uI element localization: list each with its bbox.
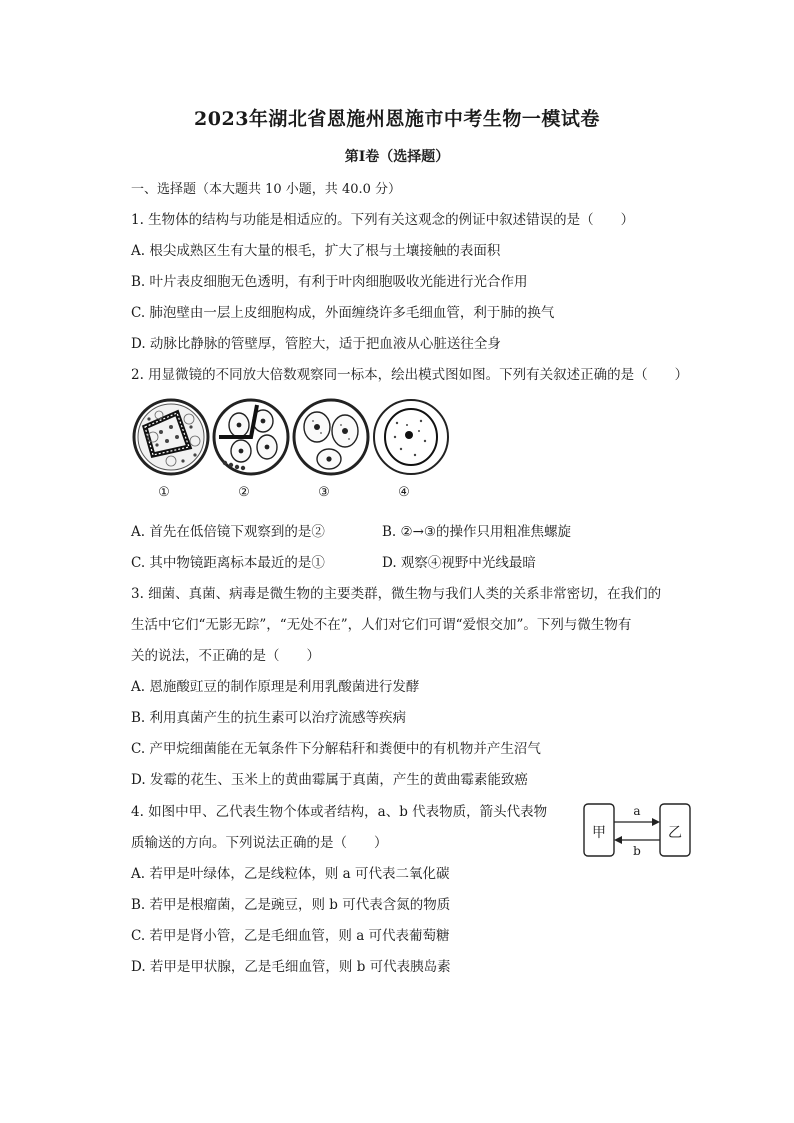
- q4-option-b: B. 若甲是根瘤菌，乙是豌豆，则 b 可代表含氮的物质: [131, 897, 451, 913]
- q4-option-c: C. 若甲是肾小管，乙是毛细血管，则 a 可代表葡萄糖: [131, 928, 450, 944]
- q3-stem-line3: 关的说法，不正确的是（ ）: [131, 648, 320, 664]
- exam-title: 2023年湖北省恩施州恩施市中考生物一模试卷: [194, 108, 600, 130]
- microscope-view-4-image: [371, 397, 451, 477]
- section-heading: 一、选择题（本大题共 10 小题，共 40.0 分）: [131, 182, 402, 197]
- arrow-a-label: a: [633, 804, 641, 818]
- q2-option-d: D. 观察④视野中光线最暗: [382, 555, 536, 571]
- q2-option-c: C. 其中物镜距离标本最近的是①: [131, 555, 325, 571]
- figure-label-3: ③: [318, 485, 330, 500]
- q3-option-a: A. 恩施酸豇豆的制作原理是利用乳酸菌进行发酵: [131, 679, 420, 695]
- q1-option-d: D. 动脉比静脉的管壁厚，管腔大，适于把血液从心脏送往全身: [131, 336, 501, 352]
- microscope-figure: [131, 397, 451, 509]
- arrow-b-label: b: [633, 844, 641, 858]
- q3-stem-line1: 3. 细菌、真菌、病毒是微生物的主要类群，微生物与我们人类的关系非常密切，在我们的: [131, 586, 662, 602]
- q3-option-b: B. 利用真菌产生的抗生素可以治疗流感等疾病: [131, 710, 407, 726]
- q2-stem: 2. 用显微镜的不同放大倍数观察同一标本，绘出模式图如图。下列有关叙述正确的是（ ）: [131, 367, 689, 383]
- q4-option-a: A. 若甲是叶绿体，乙是线粒体，则 a 可代表二氧化碳: [131, 866, 450, 882]
- q4-option-d: D. 若甲是甲状腺，乙是毛细血管，则 b 可代表胰岛素: [131, 959, 451, 975]
- q1-option-a: A. 根尖成熟区生有大量的根毛，扩大了根与土壤接触的表面积: [131, 243, 501, 259]
- q3-option-c: C. 产甲烷细菌能在无氧条件下分解秸秆和粪便中的有机物并产生沼气: [131, 741, 541, 757]
- q2-option-b: B. ②→③的操作只用粗准焦螺旋: [382, 524, 572, 540]
- box-jia-label: 甲: [592, 825, 606, 841]
- microscope-view-2-image: [211, 397, 291, 477]
- q4-stem-line1: 4. 如图中甲、乙代表生物个体或者结构，a、b 代表物质，箭头代表物: [131, 804, 548, 820]
- q4-stem-line2: 质输送的方向。下列说法正确的是（ ）: [131, 835, 388, 851]
- substance-transport-diagram: [582, 800, 694, 862]
- q3-stem-line2: 生活中它们“无影无踪”，“无处不在”，人们对它们可谓“爱恨交加”。下列与微生物有: [131, 617, 632, 633]
- microscope-view-3-image: [291, 397, 371, 477]
- q1-stem: 1. 生物体的结构与功能是相适应的。下列有关这观念的例证中叙述错误的是（ ）: [131, 212, 635, 228]
- box-yi-label: 乙: [668, 825, 682, 841]
- part-title: 第Ⅰ卷（选择题）: [344, 149, 450, 165]
- microscope-view-1-image: [131, 397, 211, 477]
- q1-option-b: B. 叶片表皮细胞无色透明，有利于叶肉细胞吸收光能进行光合作用: [131, 274, 528, 290]
- figure-label-4: ④: [398, 485, 410, 500]
- q1-option-c: C. 肺泡壁由一层上皮细胞构成，外面缠绕许多毛细血管，利于肺的换气: [131, 305, 555, 321]
- figure-label-1: ①: [158, 485, 170, 500]
- figure-label-2: ②: [238, 485, 250, 500]
- q3-option-d: D. 发霉的花生、玉米上的黄曲霉属于真菌，产生的黄曲霉素能致癌: [131, 772, 528, 788]
- q2-option-a: A. 首先在低倍镜下观察到的是②: [131, 524, 325, 540]
